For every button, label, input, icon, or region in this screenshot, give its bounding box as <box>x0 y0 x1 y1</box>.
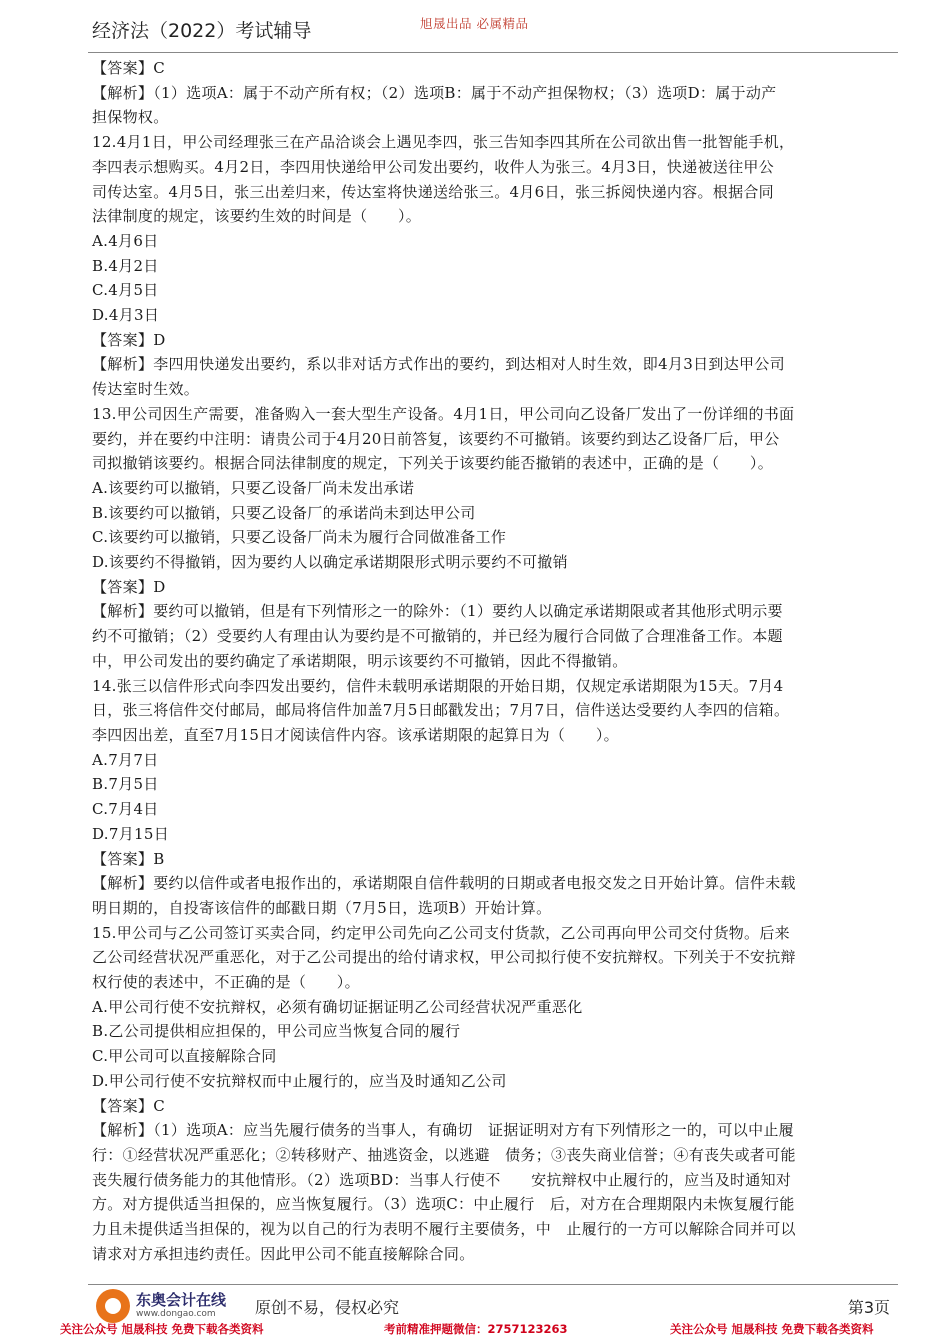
text-line: 方。对方提供适当担保的，应当恢复履行。（3）选项C：中止履行 后，对方在合理期限内未恢复履行能 <box>92 1195 795 1214</box>
text-line: C.该要约可以撤销，只要乙设备厂尚未为履行合同做准备工作 <box>92 528 507 547</box>
text-line: A.4月6日 <box>92 231 159 250</box>
text-line: 乙公司经营状况严重恶化，对于乙公司提出的给付请求权，甲公司拟行使不安抗辩权。下列关于不安抗辩 <box>92 948 796 967</box>
text-line: 法律制度的规定，该要约生效的时间是（ ）。 <box>92 207 422 226</box>
text-line: 14.张三以信件形式向李四发出要约，信件未载明承诺期限的开始日期，仅规定承诺期限为15天。7月4 <box>92 676 784 695</box>
text-line: 【解析】要约可以撤销，但是有下列情形之一的除外：（1）要约人以确定承诺期限或者其他形式明示要 <box>92 602 783 621</box>
text-line: C.甲公司可以直接解除合同 <box>92 1047 277 1066</box>
text-line: 司传达室。4月5日，张三出差归来，传达室将快递送给张三。4月6日，张三拆阅快递内容。根据合同 <box>92 182 774 201</box>
text-line: 【解析】（1）选项A：应当先履行债务的当事人，有确切 证据证明对方有下列情形之一的，可以中止履 <box>92 1121 794 1140</box>
text-line: 权行使的表述中，不正确的是（ ）。 <box>92 973 360 992</box>
text-line: 13.甲公司因生产需要，准备购入一套大型生产设备。4月1日，甲公司向乙设备厂发出了一份详细的书面 <box>92 404 795 423</box>
text-line: 传达室时生效。 <box>92 380 200 399</box>
text-line: 要约，并在要约中注明：请贵公司于4月20日前答复，该要约不可撤销。该要约到达乙设备厂后，甲公 <box>92 429 780 448</box>
text-line: 15.甲公司与乙公司签订买卖合同，约定甲公司先向乙公司支付货款，乙公司再向甲公司交付货物。后来 <box>92 923 790 942</box>
text-line: 【解析】要约以信件或者电报作出的，承诺期限自信件载明的日期或者电报交发之日开始计算。信件未载 <box>92 874 796 893</box>
text-line: B.乙公司提供相应担保的，甲公司应当恢复合同的履行 <box>92 1022 461 1041</box>
logo-name: 东奥会计在线 <box>136 1291 227 1309</box>
text-line: 明日期的，自投寄该信件的邮戳日期（7月5日，选项B）开始计算。 <box>92 898 552 917</box>
text-line: 【解析】（1）选项A：属于不动产所有权；（2）选项B：属于不动产担保物权；（3）选项D：属于动产 <box>92 83 777 102</box>
text-line: 李四表示想购买。4月2日，李四用快递给甲公司发出要约，收件人为张三。4月3日，快递被送往甲公 <box>92 157 774 176</box>
logo-url: www.dongao.com <box>136 1309 216 1319</box>
text-line: B.4月2日 <box>92 256 159 275</box>
text-line: 日，张三将信件交付邮局，邮局将信件加盖7月5日邮戳发出；7月7日，信件送达受要约人李四的信箱。 <box>92 701 790 720</box>
footer-slogan: 原创不易，侵权必究 <box>255 1298 400 1317</box>
page-number: 第3页 <box>847 1298 890 1317</box>
text-line: 中，甲公司发出的要约确定了承诺期限，明示该要约不可撤销，因此不得撤销。 <box>92 651 628 670</box>
promo-left: 关注公众号 旭晟科技 免费下载各类资料 <box>60 1322 264 1336</box>
text-line: D.甲公司行使不安抗辩权而中止履行的，应当及时通知乙公司 <box>92 1071 507 1090</box>
text-line: D.7月15日 <box>92 824 169 843</box>
text-line: C.7月4日 <box>92 800 159 819</box>
text-line: 【答案】C <box>92 59 165 77</box>
dongao-logo <box>96 1287 246 1325</box>
text-line: 力且未提供适当担保的，视为以自己的行为表明不履行主要债务，中 止履行的一方可以解除合同并可以 <box>92 1220 796 1239</box>
text-line: A.7月7日 <box>92 750 159 769</box>
text-line: B.该要约可以撤销，只要乙设备厂的承诺尚未到达甲公司 <box>92 503 476 522</box>
text-line: 约不可撤销；（2）受要约人有理由认为要约是不可撤销的，并已经为履行合同做了合理准备工作。本题 <box>92 627 783 646</box>
text-line: 行：①经营状况严重恶化；②转移财产、抽逃资金，以逃避 债务；③丧失商业信誉；④有丧失或者可能 <box>92 1145 796 1164</box>
text-line: 担保物权。 <box>92 108 169 127</box>
text-line: 【答案】C <box>92 1096 165 1115</box>
text-line: 李四因出差，直至7月15日才阅读信件内容。该承诺期限的起算日为（ ）。 <box>92 725 619 744</box>
document-body <box>92 56 900 1266</box>
dongao-logo-icon <box>96 1289 130 1323</box>
header-divider <box>88 52 898 53</box>
header-title: 经济法（2022）考试辅导 <box>92 20 312 42</box>
text-line: D.4月3日 <box>92 306 160 325</box>
text-line: 【答案】D <box>92 330 166 349</box>
header-slogan: 旭晟出品 必属精品 <box>420 16 529 31</box>
text-line: A.该要约可以撤销，只要乙设备厂尚未发出承诺 <box>92 478 415 497</box>
promo-center: 考前精准押题微信：2757123263 <box>384 1322 568 1336</box>
text-line: 请求对方承担违约责任。因此甲公司不能直接解除合同。 <box>92 1244 475 1263</box>
text-line: D.该要约不得撤销，因为要约人以确定承诺期限形式明示要约不可撤销 <box>92 553 568 572</box>
text-line: C.4月5日 <box>92 281 159 300</box>
text-line: 【答案】D <box>92 577 166 596</box>
text-line: A.甲公司行使不安抗辩权，必须有确切证据证明乙公司经营状况严重恶化 <box>92 997 583 1016</box>
text-line: 12.4月1日，甲公司经理张三在产品洽谈会上遇见李四，张三告知李四其所在公司欲出售一批智能手机， <box>92 133 795 152</box>
text-line: 【答案】B <box>92 849 165 868</box>
promo-right: 关注公众号 旭晟科技 免费下载各类资料 <box>670 1322 874 1336</box>
text-line: 【解析】李四用快递发出要约，系以非对话方式作出的要约，到达相对人时生效，即4月3日到达甲公司 <box>92 355 785 374</box>
text-line: B.7月5日 <box>92 775 159 794</box>
text-line: 司拟撤销该要约。根据合同法律制度的规定，下列关于该要约能否撤销的表述中，正确的是（ ）。 <box>92 454 774 473</box>
text-line: 丧失履行债务能力的其他情形。（2）选项BD：当事人行使不 安抗辩权中止履行的，应当及时通知对 <box>92 1170 792 1189</box>
footer-divider <box>88 1284 898 1285</box>
